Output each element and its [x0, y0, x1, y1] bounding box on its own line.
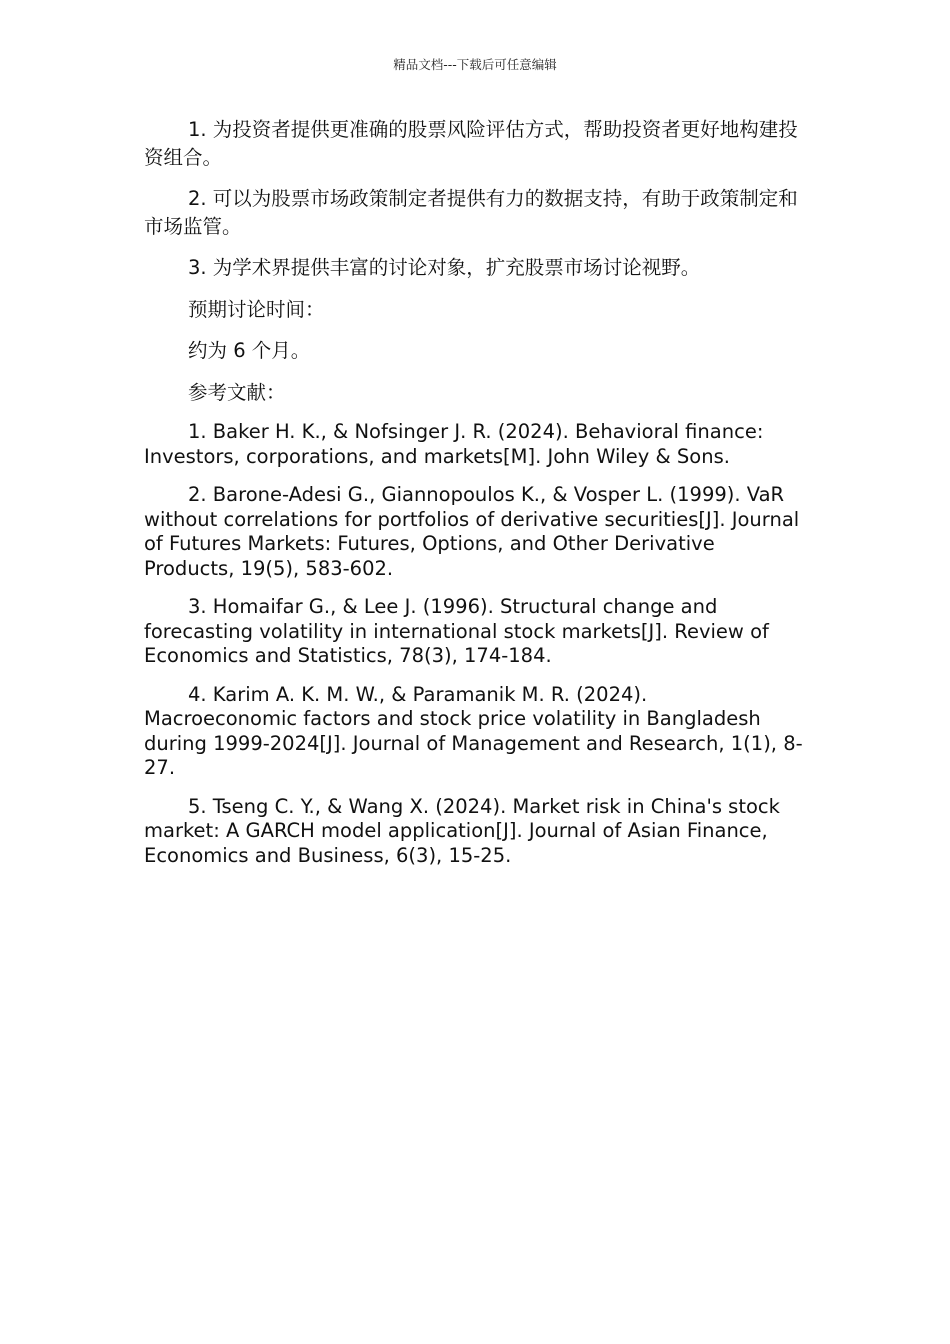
- reference-item-3: 3. Homaifar G., & Lee J. (1996). Structural change and forecasting volatility in international stock markets[J]. Review of Economics and Statistics, 78(3), 174-184.: [144, 595, 769, 667]
- reference-item-2: 2. Barone-Adesi G., Giannopoulos K., & Vosper L. (1999). VaR without correlations for portfolios of derivative securities[J]. Journal of Futures Markets: Futures, Options, and Other Derivative Products, 19(5), 583-602.: [144, 483, 800, 580]
- page-header: 精品文档---下载后可任意编辑: [393, 57, 557, 72]
- expected-duration-heading: 预期讨论时间：: [188, 297, 325, 321]
- benefit-item-2: 2. 可以为股票市场政策制定者提供有力的数据支持，有助于政策制定和市场监管。: [144, 187, 798, 238]
- expected-duration-value: 约为 6 个月。: [188, 339, 311, 362]
- reference-item-4: 4. Karim A. K. M. W., & Paramanik M. R. (2024). Macroeconomic factors and stock price volatility in Bangladesh during 1999-2024[J]. Journal of Management and Research, 1(1), 8-27.: [144, 682, 803, 779]
- references-heading: 参考文献：: [188, 380, 286, 404]
- reference-item-1: 1. Baker H. K., & Nofsinger J. R. (2024). Behavioral finance: Investors, corporations, and markets[M]. John Wiley & Sons.: [144, 420, 764, 468]
- benefit-item-3: 3. 为学术界提供丰富的讨论对象，扩充股票市场讨论视野。: [188, 256, 701, 279]
- benefit-item-1: 1. 为投资者提供更准确的股票风险评估方式，帮助投资者更好地构建投资组合。: [144, 118, 798, 169]
- reference-item-5: 5. Tseng C. Y., & Wang X. (2024). Market risk in China's stock market: A GARCH model application[J]. Journal of Asian Finance, Economics and Business, 6(3), 15-25.: [144, 794, 780, 867]
- document-body: [144, 116, 806, 882]
